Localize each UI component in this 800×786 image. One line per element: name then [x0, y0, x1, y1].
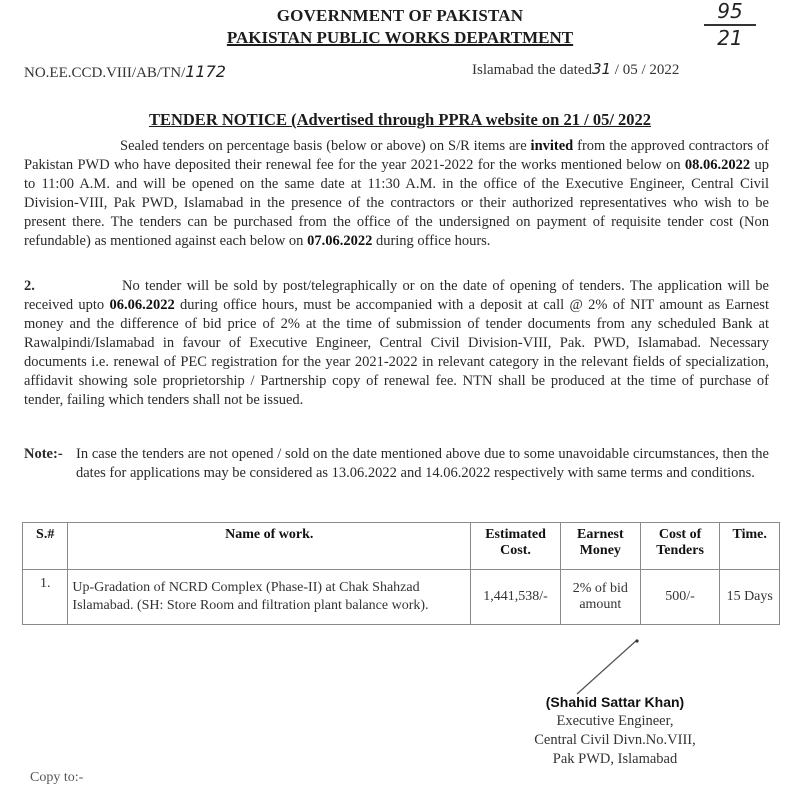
issue-date — [472, 60, 679, 79]
p1-bold-sale-date: 07.06.2022 — [307, 233, 373, 249]
reference-number — [24, 62, 226, 82]
p1-text-2: from the approved contractors of Pakistan PWD who have deposited their renewal fee for the year 2021-2022 for the works mentioned below on — [24, 138, 769, 173]
header-estimated-cost: Estimated Cost. — [471, 523, 561, 570]
header-name-of-work: Name of work. — [68, 523, 471, 570]
p1-text-3: up to 11:00 A.M. and will be opened on the same date at 11:30 A.M. in the office of the Executive Engineer, Central Civil Division-VIII, Pak PWD, Islamabad in the presence of the contractors or their authorized representatives who wish to be present there. The tenders can be purchased from the office of the undersigned on payment of requisite tender cost (Non refundable) as mentioned against each below on — [24, 157, 769, 249]
p1-text-4: during office hours. — [372, 233, 491, 249]
header-department — [0, 28, 800, 48]
header-time: Time. — [720, 523, 780, 570]
paragraph-2 — [24, 277, 769, 410]
table-header-row — [23, 523, 780, 570]
p1-text-1: Sealed tenders on percentage basis (below or above) on S/R items are — [120, 138, 531, 154]
header-earnest-money: Earnest Money — [560, 523, 640, 570]
signatory-location: Pak PWD, Islamabad — [552, 751, 678, 767]
signatory-designation: Executive Engineer, — [556, 713, 674, 729]
cell-cost-of-tenders: 500/- — [640, 570, 720, 625]
margin-note-top: 95 — [717, 0, 743, 23]
signatory-name: (Shahid Sattar Khan) — [545, 694, 685, 710]
dated-rest: / 05 / 2022 — [611, 62, 680, 78]
cell-time: 15 Days — [720, 570, 780, 625]
header-sn: S.# — [23, 523, 68, 570]
cell-name-of-work: Up-Gradation of NCRD Complex (Phase-II) at Chak Shahzad Islamabad. (SH: Store Room and filtration plant balance work). — [68, 570, 471, 625]
tender-table — [22, 522, 780, 625]
margin-note-bottom: 21 — [717, 26, 743, 50]
p1-bold-invited: invited — [530, 138, 574, 154]
copy-to: Copy to:- — [30, 770, 84, 785]
note-label: Note:- — [24, 446, 63, 462]
p2-text-1: No tender will be sold by post/telegraphically or on the date of opening of tenders. The application will be received upto — [24, 278, 769, 313]
p2-text-2: during office hours, must be accompanied with a deposit at call @ 2% of NIT amount as Earnest money and the difference of bid price of 2% at the time of submission of tender documents from any scheduled Bank at Rawalpindi/Islamabad in favour of Executive Engineer, Central Civil Division-VIII, Pak. PWD, Islamabad. Necessary documents i.e. renewal of PEC registration for the year 2021-2022 in relevant category in the relevant fields of specialization, affidavit showing sole proprietorship / Partnership copy of renewal fee. NTN shall be produced at the time of purchase of tender, failing which tenders shall not be issued. — [24, 297, 769, 408]
header-cost-of-tenders: Cost of Tenders — [640, 523, 720, 570]
p1-bold-opening-date: 08.06.2022 — [684, 157, 751, 173]
header-department-text: PAKISTAN PUBLIC WORKS DEPARTMENT — [226, 28, 574, 47]
paragraph-1 — [24, 137, 769, 251]
notice-title — [0, 110, 800, 130]
note-text: In case the tenders are not opened / sold on the date mentioned above due to some unavoidable circumstances, then the dates for applications may be considered as 13.06.2022 and 14.06.2022 respectively with same terms and conditions. — [76, 446, 769, 481]
p2-bold-date: 06.06.2022 — [109, 297, 175, 313]
header-government: GOVERNMENT OF PAKISTAN — [276, 6, 524, 25]
reference-handwritten: 1172 — [185, 62, 226, 81]
signatory-office: Central Civil Divn.No.VIII, — [534, 732, 696, 748]
notice-title-text: TENDER NOTICE (Advertised through PPRA website on 21 / 05/ 2022 — [148, 110, 652, 129]
signature-stroke-icon — [575, 638, 645, 698]
cell-estimated-cost: 1,441,538/- — [471, 570, 561, 625]
table-row — [23, 570, 780, 625]
p2-number: 2. — [24, 278, 35, 294]
signature-block — [500, 693, 730, 769]
note — [24, 445, 769, 483]
cell-earnest-money: 2% of bid amount — [560, 570, 640, 625]
dated-label: Islamabad the dated — [472, 62, 592, 78]
dated-handwritten: 31 — [591, 60, 612, 78]
reference-prefix: NO.EE.CCD.VIII/AB/TN/ — [24, 65, 186, 81]
margin-note — [700, 0, 760, 48]
cell-sn: 1. — [23, 570, 68, 625]
